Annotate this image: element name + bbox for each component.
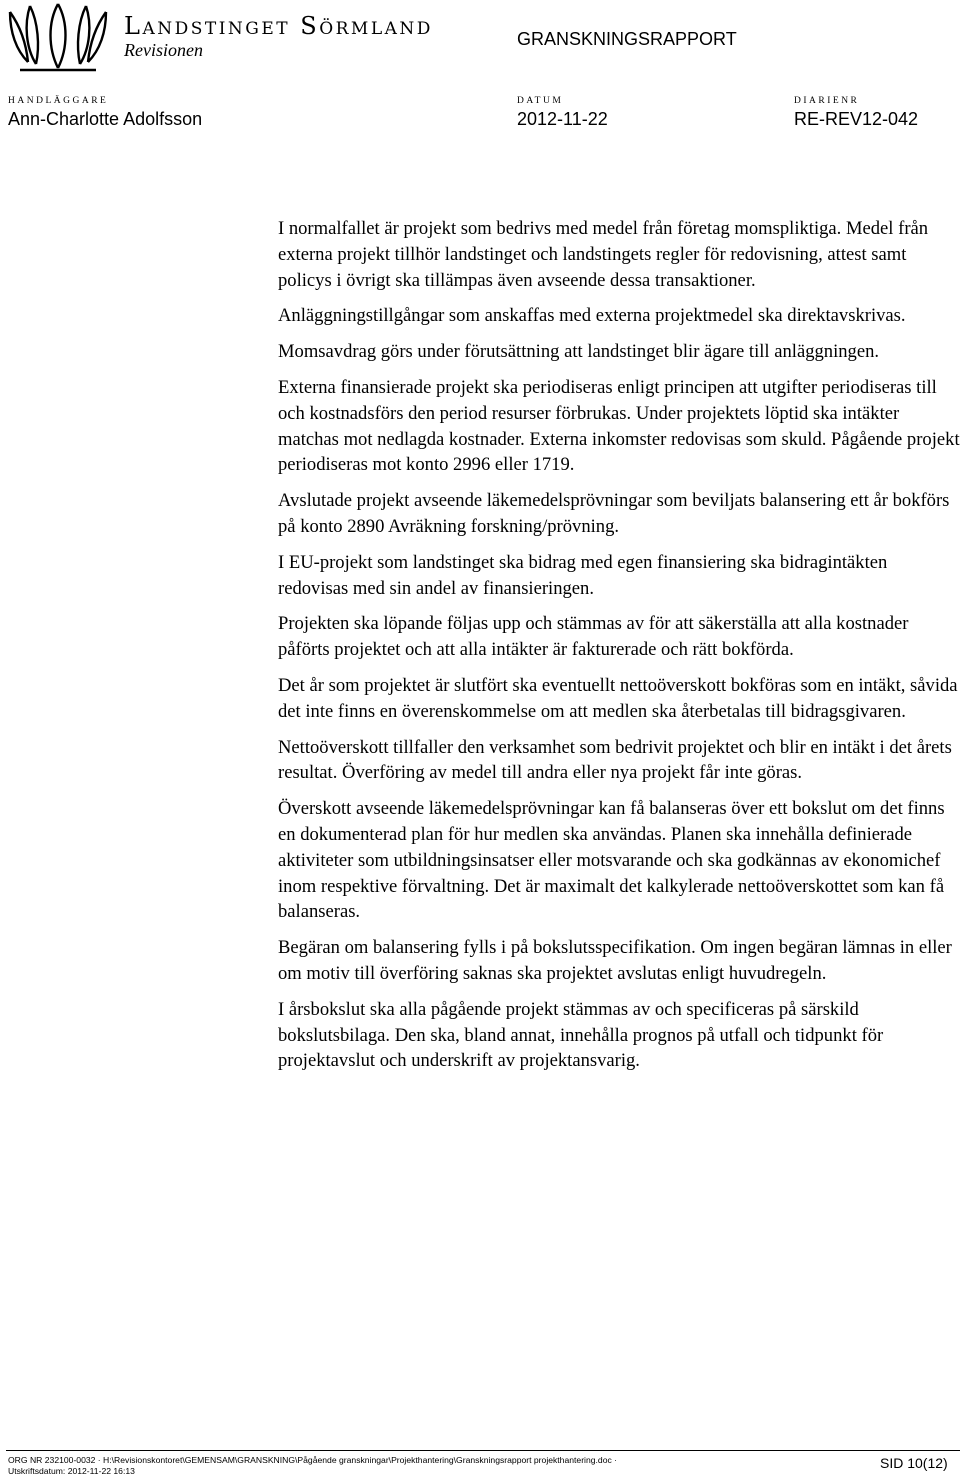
paragraph: Anläggningstillgångar som anskaffas med externa projektmedel ska direktavskrivas. (278, 305, 906, 327)
handlaggare-value: Ann-Charlotte Adolfsson (8, 109, 203, 129)
handlaggare-label: HANDLÄGGARE (8, 96, 109, 106)
datum-label: DATUM (517, 96, 564, 106)
footer-path: ORG NR 232100-0032 · H:\Revisionskontoret\GEMENSAM\GRANSKNING\Pågående granskningar\Projekthantering\Granskningsrapport projekthantering.doc · (8, 1455, 618, 1465)
diarienr-label: DIARIENR (794, 96, 860, 106)
paragraph: Det år som projektet är slutfört ska eventuellt nettoöverskott bokföras som en intäkt, såvida det inte finns en överenskommelse om att medlen ska återbetalas till bidragsgivaren. (278, 674, 958, 722)
org-subtitle: Revisionen (124, 40, 203, 60)
paragraph: I årsbokslut ska alla pågående projekt stämmas av och specificeras på särskild bokslutsbilaga. Den ska, bland annat, innehålla prognos på utfall och tidpunkt för projektavslut och underskrift av projektansvarig. (278, 998, 884, 1072)
paragraph: Momsavdrag görs under förutsättning att landstinget blir ägare till anläggningen. (278, 341, 880, 363)
datum-value: 2012-11-22 (517, 109, 608, 129)
footer-divider (6, 1450, 960, 1451)
paragraph: I EU-projekt som landstinget ska bidrag med egen finansiering ska bidragintäkten redovisas med sin andel av finansieringen. (278, 551, 888, 599)
paragraph: Avslutade projekt avseende läkemedelsprövningar som beviljats balansering ett år bokförs på konto 2890 Avräkning forskning/prövning. (278, 490, 950, 537)
diarienr-value: RE-REV12-042 (794, 109, 919, 129)
paragraph: Överskott avseende läkemedelsprövningar kan få balanseras över ett bokslut om det finns en dokumenterad plan för hur medlen ska användas. Planen ska innehålla definierade aktiviteter som utbildningsinsatser eller motsvarande och ska godkännas av ekonomichef inom respektive förvaltning. Det är maximalt det kalkylerade nettoöverskottet som kan få balanseras. (278, 798, 945, 923)
paragraph: I normalfallet är projekt som bedrivs med medel från företag momspliktiga. Medel från externa projekt tillhör landstinget och landstingets regler för redovisning, attest samt policys i övrigt ska tillämpas även avseende dessa transaktioner. (278, 218, 929, 291)
page-number: SID 10(12) (880, 1455, 948, 1471)
paragraph: Nettoöverskott tillfaller den verksamhet som bedrivit projektet och blir en intäkt i det årets resultat. Överföring av medel till andra eller nya projekt får inte göras. (278, 736, 952, 784)
footer-print-date: Utskriftsdatum: 2012-11-22 16:13 (8, 1466, 135, 1476)
org-name: Landstinget Sörmland (124, 12, 433, 40)
report-type: GRANSKNINGSRAPPORT (517, 29, 737, 49)
paragraph: Externa finansierade projekt ska periodiseras enligt principen att utgifter periodiseras till och kostnadsförs den period resurser förbrukas. Under projektets löptid ska intäkter matchas mot nedlagda kostnader. Externa inkomster redovisas som skuld. Pågående projekt periodiseras mot konto 2996 eller 1719. (278, 376, 960, 476)
paragraph: Projekten ska löpande följas upp och stämmas av för att säkerställa att alla kostnader påförts projektet och att alla intäkter är fakturerade och rätt bokförda. (278, 613, 909, 661)
paragraph: Begäran om balansering fylls i på bokslutsspecifikation. Om ingen begäran lämnas in eller om motiv till överföring saknas ska projektet avslutas enligt huvudregeln. (278, 937, 952, 984)
crown-logo-icon (6, 2, 110, 74)
report-body (278, 216, 960, 1084)
